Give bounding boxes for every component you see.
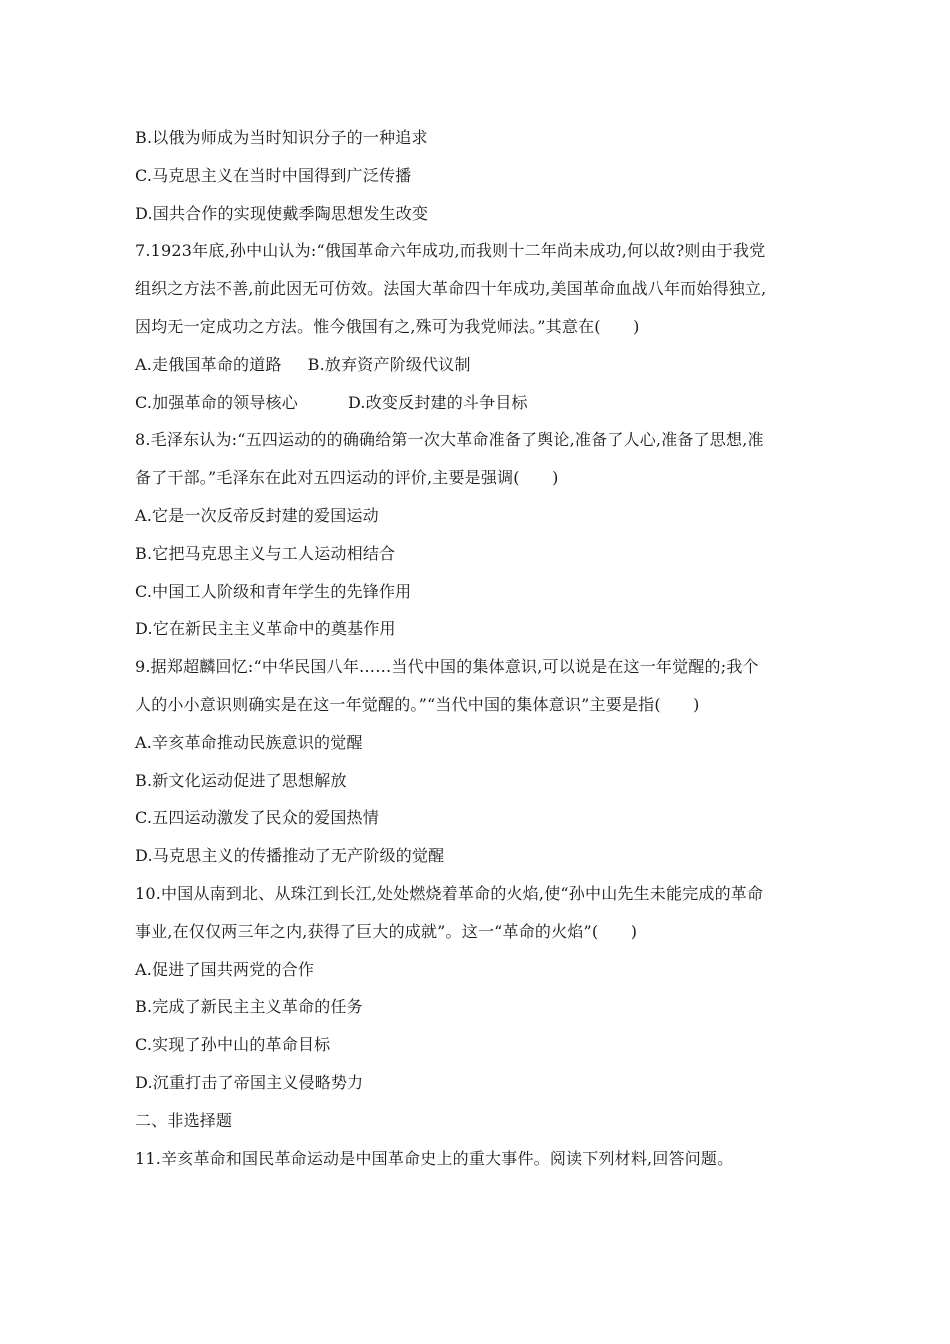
- q9-option-d: D.马克思主义的传播推动了无产阶级的觉醒: [135, 846, 445, 866]
- q6-option-d: D.国共合作的实现使戴季陶思想发生改变: [135, 203, 429, 223]
- q6-option-c: C.马克思主义在当时中国得到广泛传播: [135, 165, 412, 185]
- q9-option-b: B.新文化运动促进了思想解放: [135, 770, 347, 790]
- q7-options-row-1: [135, 346, 815, 384]
- q7-options-row-2: [135, 384, 815, 422]
- q10-stem-line-1: 10.中国从南到北、从珠江到长江,处处燃烧着革命的火焰,使“孙中山先生未能完成的革命: [135, 883, 764, 903]
- q8-option-a: A.它是一次反帝反封建的爱国运动: [135, 505, 379, 525]
- q6-option-b: B.以俄为师成为当时知识分子的一种追求: [135, 128, 428, 147]
- q9-option-a: A.辛亥革命推动民族意识的觉醒: [135, 732, 363, 752]
- q8-option-d: D.它在新民主主义革命中的奠基作用: [135, 619, 396, 639]
- q8-option-c: C.中国工人阶级和青年学生的先锋作用: [135, 581, 412, 601]
- q10-option-c: C.实现了孙中山的革命目标: [135, 1035, 331, 1055]
- q10-option-d: D.沉重打击了帝国主义侵略势力: [135, 1072, 364, 1092]
- q8-option-b: B.它把马克思主义与工人运动相结合: [135, 543, 396, 563]
- q10-stem-line-2: 事业,在仅仅两三年之内,获得了巨大的成就”。这一“革命的火焰”( ): [135, 921, 638, 941]
- q7-stem-line-2: 组织之方法不善,前此因无可仿效。法国大革命四十年成功,美国革命血战八年而始得独立,: [135, 279, 767, 299]
- q9-option-c: C.五四运动激发了民众的爱国热情: [135, 808, 379, 828]
- q7-option-b: B.放弃资产阶级代议制: [307, 354, 471, 374]
- q7-option-a: A.走俄国革命的道路: [135, 354, 282, 374]
- q7-option-c: C.加强革命的领导核心: [135, 392, 298, 412]
- q7-option-d: D.改变反封建的斗争目标: [347, 392, 528, 412]
- q8-stem-line-2: 备了干部。”毛泽东在此对五四运动的评价,主要是强调( ): [135, 468, 559, 488]
- q9-stem-line-1: 9.据郑超麟回忆:“中华民国八年……当代中国的集体意识,可以说是在这一年觉醒的;我个: [135, 657, 759, 677]
- q7-stem-line-3: 因均无一定成功之方法。惟今俄国有之,殊可为我党师法。”其意在( ): [135, 316, 640, 336]
- q10-option-a: A.促进了国共两党的合作: [135, 959, 315, 979]
- document-page: [135, 119, 815, 1177]
- q10-option-b: B.完成了新民主主义革命的任务: [135, 997, 363, 1017]
- q7-stem-line-1: 7.1923年底,孙中山认为:“俄国革命六年成功,而我则十二年尚未成功,何以故?则由于我党: [135, 241, 766, 261]
- section-heading: 二、非选择题: [135, 1110, 233, 1130]
- q11-stem: 11.辛亥革命和国民革命运动是中国革命史上的重大事件。阅读下列材料,回答问题。: [135, 1148, 734, 1168]
- q9-stem-line-2: 人的小小意识则确实是在这一年觉醒的。”“当代中国的集体意识”主要是指( ): [135, 694, 700, 714]
- q8-stem-line-1: 8.毛泽东认为:“五四运动的的确确给第一次大革命准备了舆论,准备了人心,准备了思想,准: [135, 430, 764, 450]
